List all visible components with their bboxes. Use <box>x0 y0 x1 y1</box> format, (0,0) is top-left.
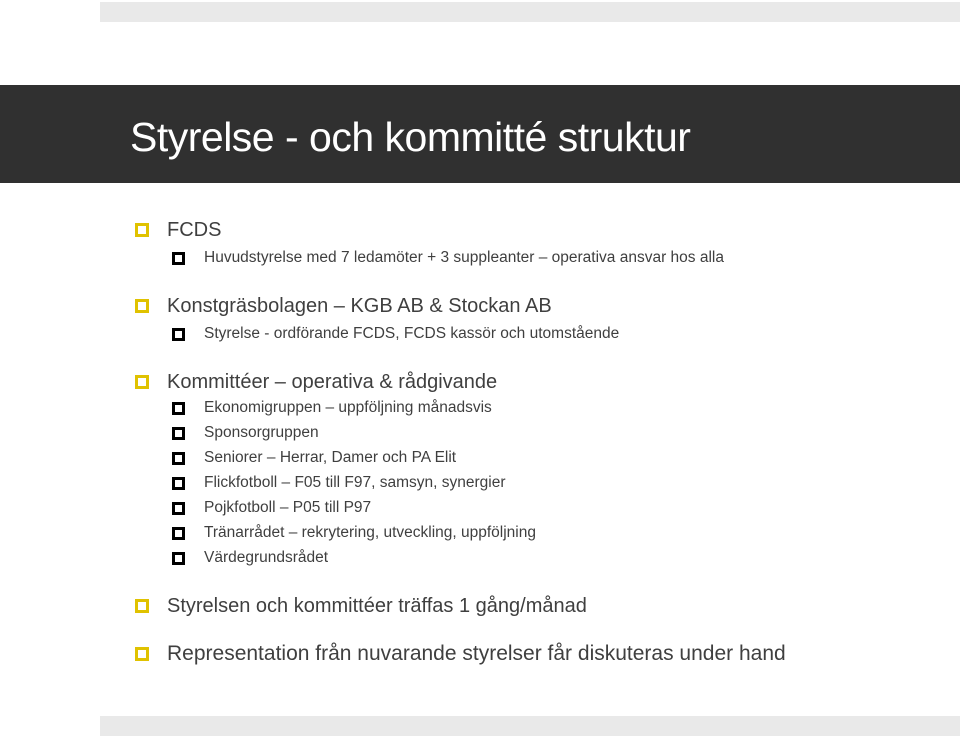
bottom-decorative-strip <box>100 716 960 736</box>
bullet-text: Sponsorgruppen <box>204 424 319 441</box>
bullet-text: Kommittéer – operativa & rådgivande <box>167 371 498 393</box>
bullet-text: FCDS <box>167 219 222 241</box>
bullet-text: Styrelsen och kommittéer träffas 1 gång/månad <box>167 595 587 617</box>
bullet-text: Flickfotboll – F05 till F97, samsyn, synergier <box>204 474 506 491</box>
bullet-text: Seniorer – Herrar, Damer och PA Elit <box>204 449 457 466</box>
square-bullet-icon <box>172 552 185 565</box>
bullet-text: Pojkfotboll – P05 till P97 <box>204 499 372 516</box>
square-bullet-icon <box>135 375 149 389</box>
square-bullet-icon <box>172 452 185 465</box>
square-bullet-icon <box>172 402 185 415</box>
square-bullet-icon <box>135 223 149 237</box>
square-bullet-icon <box>172 427 185 440</box>
bullet-text: Värdegrundsrådet <box>204 549 329 566</box>
top-decorative-strip <box>100 2 960 22</box>
square-bullet-icon <box>135 599 149 613</box>
bullet-text: Ekonomigruppen – uppföljning månadsvis <box>204 399 492 416</box>
square-bullet-icon <box>172 527 185 540</box>
bullet-text: Styrelse - ordförande FCDS, FCDS kassör och utomstående <box>204 325 620 342</box>
square-bullet-icon <box>135 299 149 313</box>
slide-title: Styrelse - och kommitté struktur <box>130 114 691 160</box>
square-bullet-icon <box>135 647 149 661</box>
bullet-text: Konstgräsbolagen – KGB AB & Stockan AB <box>167 295 552 317</box>
bullet-text: Representation från nuvarande styrelser får diskuteras under hand <box>167 642 786 665</box>
bullet-text: Huvudstyrelse med 7 ledamöter + 3 suppleanter – operativa ansvar hos alla <box>204 249 724 266</box>
square-bullet-icon <box>172 502 185 515</box>
square-bullet-icon <box>172 252 185 265</box>
square-bullet-icon <box>172 477 185 490</box>
square-bullet-icon <box>172 328 185 341</box>
bullet-text: Tränarrådet – rekrytering, utveckling, uppföljning <box>204 524 536 541</box>
